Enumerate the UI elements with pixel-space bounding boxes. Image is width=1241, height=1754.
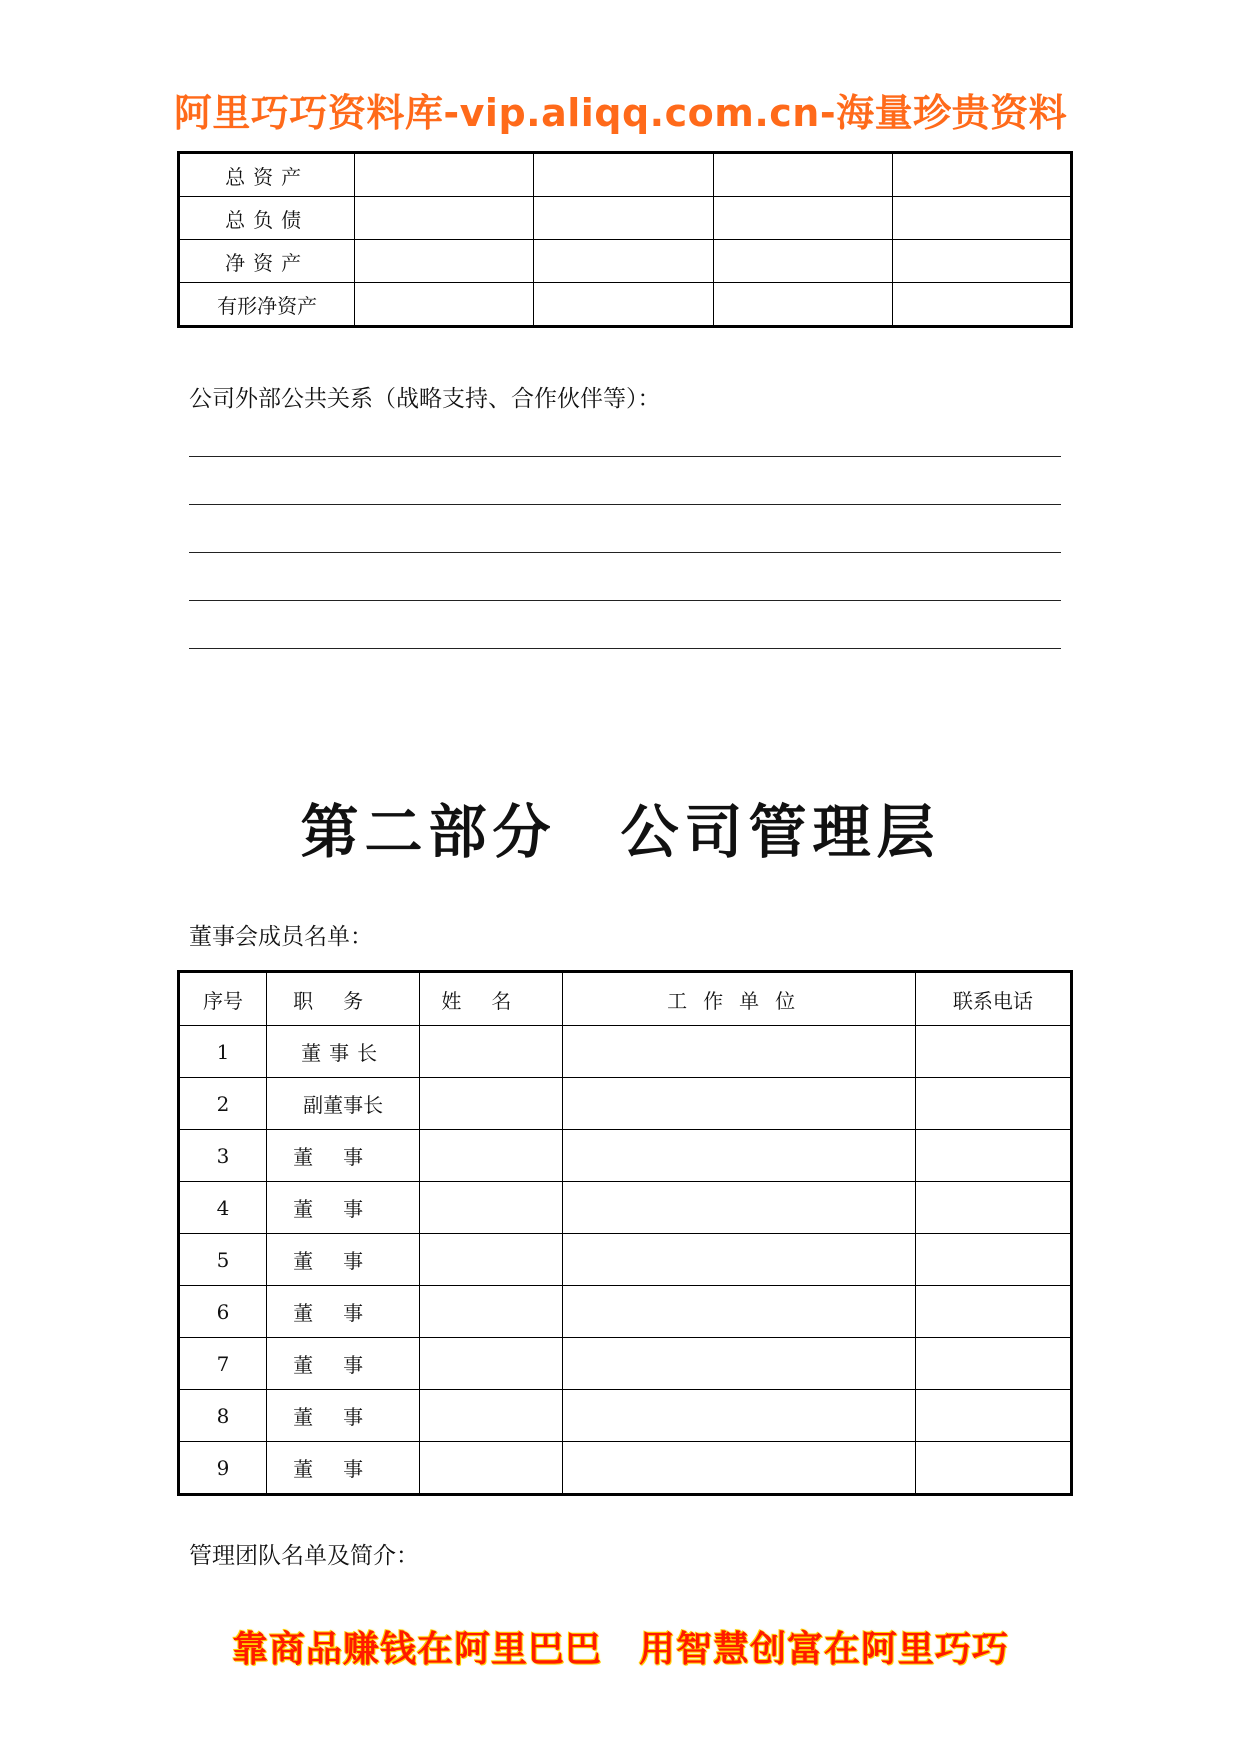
phone-cell[interactable]: [915, 1286, 1071, 1338]
row-position: 董事: [267, 1234, 420, 1286]
header-phone: 联系电话: [915, 972, 1071, 1026]
table-row: [179, 1442, 1072, 1495]
row-number: 6: [179, 1286, 267, 1338]
phone-cell[interactable]: [915, 1338, 1071, 1390]
employer-cell[interactable]: [563, 1182, 915, 1234]
row-number: 4: [179, 1182, 267, 1234]
value-cell[interactable]: [355, 283, 534, 327]
answer-line[interactable]: [189, 456, 1061, 457]
table-row: [179, 1390, 1072, 1442]
phone-cell[interactable]: [915, 1026, 1071, 1078]
name-cell[interactable]: [420, 1338, 563, 1390]
board-table: [177, 970, 1073, 1496]
employer-cell[interactable]: [563, 1234, 915, 1286]
employer-cell[interactable]: [563, 1286, 915, 1338]
table-row: [179, 1234, 1072, 1286]
table-header-row: [179, 972, 1072, 1026]
value-cell[interactable]: [534, 153, 713, 197]
row-number: 8: [179, 1390, 267, 1442]
value-cell[interactable]: [892, 197, 1071, 240]
employer-cell[interactable]: [563, 1442, 915, 1495]
row-position: 董事: [267, 1390, 420, 1442]
row-position: 董事长: [267, 1026, 420, 1078]
row-label: 有形净资产: [179, 283, 355, 327]
watermark-header: 阿里巧巧资料库-vip.aliqq.com.cn-海量珍贵资料: [173, 91, 1068, 135]
row-number: 9: [179, 1442, 267, 1495]
table-row: [179, 1338, 1072, 1390]
employer-cell[interactable]: [563, 1390, 915, 1442]
value-cell[interactable]: [534, 283, 713, 327]
board-prompt: 董事会成员名单：: [189, 924, 373, 950]
table-row: [179, 1182, 1072, 1234]
row-number: 7: [179, 1338, 267, 1390]
row-number: 3: [179, 1130, 267, 1182]
table-row: [179, 153, 1072, 197]
name-cell[interactable]: [420, 1026, 563, 1078]
header-position: 职务: [267, 972, 420, 1026]
name-cell[interactable]: [420, 1130, 563, 1182]
row-position: 董事: [267, 1442, 420, 1495]
row-number: 1: [179, 1026, 267, 1078]
table-row: [179, 1026, 1072, 1078]
answer-line[interactable]: [189, 600, 1061, 601]
employer-cell[interactable]: [563, 1078, 915, 1130]
value-cell[interactable]: [534, 240, 713, 283]
phone-cell[interactable]: [915, 1234, 1071, 1286]
header-name: 姓名: [420, 972, 563, 1026]
table-row: [179, 283, 1072, 327]
row-position: 董事: [267, 1338, 420, 1390]
watermark-footer: 靠商品赚钱在阿里巴巴 用智慧创富在阿里巧巧: [231, 1629, 1009, 1670]
name-cell[interactable]: [420, 1286, 563, 1338]
financial-table: [177, 151, 1073, 328]
row-number: 2: [179, 1078, 267, 1130]
header-number: 序号: [179, 972, 267, 1026]
table-row: [179, 1130, 1072, 1182]
name-cell[interactable]: [420, 1234, 563, 1286]
table-row: [179, 197, 1072, 240]
employer-cell[interactable]: [563, 1338, 915, 1390]
name-cell[interactable]: [420, 1078, 563, 1130]
value-cell[interactable]: [355, 153, 534, 197]
row-position: 董事: [267, 1182, 420, 1234]
row-position: 副董事长: [267, 1078, 420, 1130]
phone-cell[interactable]: [915, 1442, 1071, 1495]
answer-line[interactable]: [189, 648, 1061, 649]
value-cell[interactable]: [713, 240, 892, 283]
answer-line[interactable]: [189, 552, 1061, 553]
name-cell[interactable]: [420, 1442, 563, 1495]
table-row: [179, 1286, 1072, 1338]
value-cell[interactable]: [713, 197, 892, 240]
relations-prompt: 公司外部公共关系（战略支持、合作伙伴等）：: [189, 386, 661, 412]
value-cell[interactable]: [892, 153, 1071, 197]
answer-line[interactable]: [189, 504, 1061, 505]
employer-cell[interactable]: [563, 1130, 915, 1182]
header-employer: 工作单位: [563, 972, 915, 1026]
value-cell[interactable]: [355, 197, 534, 240]
value-cell[interactable]: [892, 283, 1071, 327]
row-label: 总负债: [179, 197, 355, 240]
phone-cell[interactable]: [915, 1182, 1071, 1234]
value-cell[interactable]: [713, 153, 892, 197]
value-cell[interactable]: [534, 197, 713, 240]
row-label: 净资产: [179, 240, 355, 283]
row-position: 董事: [267, 1286, 420, 1338]
row-position: 董事: [267, 1130, 420, 1182]
phone-cell[interactable]: [915, 1078, 1071, 1130]
name-cell[interactable]: [420, 1182, 563, 1234]
row-number: 5: [179, 1234, 267, 1286]
name-cell[interactable]: [420, 1390, 563, 1442]
table-row: [179, 240, 1072, 283]
phone-cell[interactable]: [915, 1130, 1071, 1182]
value-cell[interactable]: [355, 240, 534, 283]
employer-cell[interactable]: [563, 1026, 915, 1078]
section-title: 第二部分 公司管理层: [300, 798, 941, 866]
table-row: [179, 1078, 1072, 1130]
value-cell[interactable]: [713, 283, 892, 327]
value-cell[interactable]: [892, 240, 1071, 283]
phone-cell[interactable]: [915, 1390, 1071, 1442]
row-label: 总资产: [179, 153, 355, 197]
management-prompt: 管理团队名单及简介：: [189, 1543, 419, 1569]
